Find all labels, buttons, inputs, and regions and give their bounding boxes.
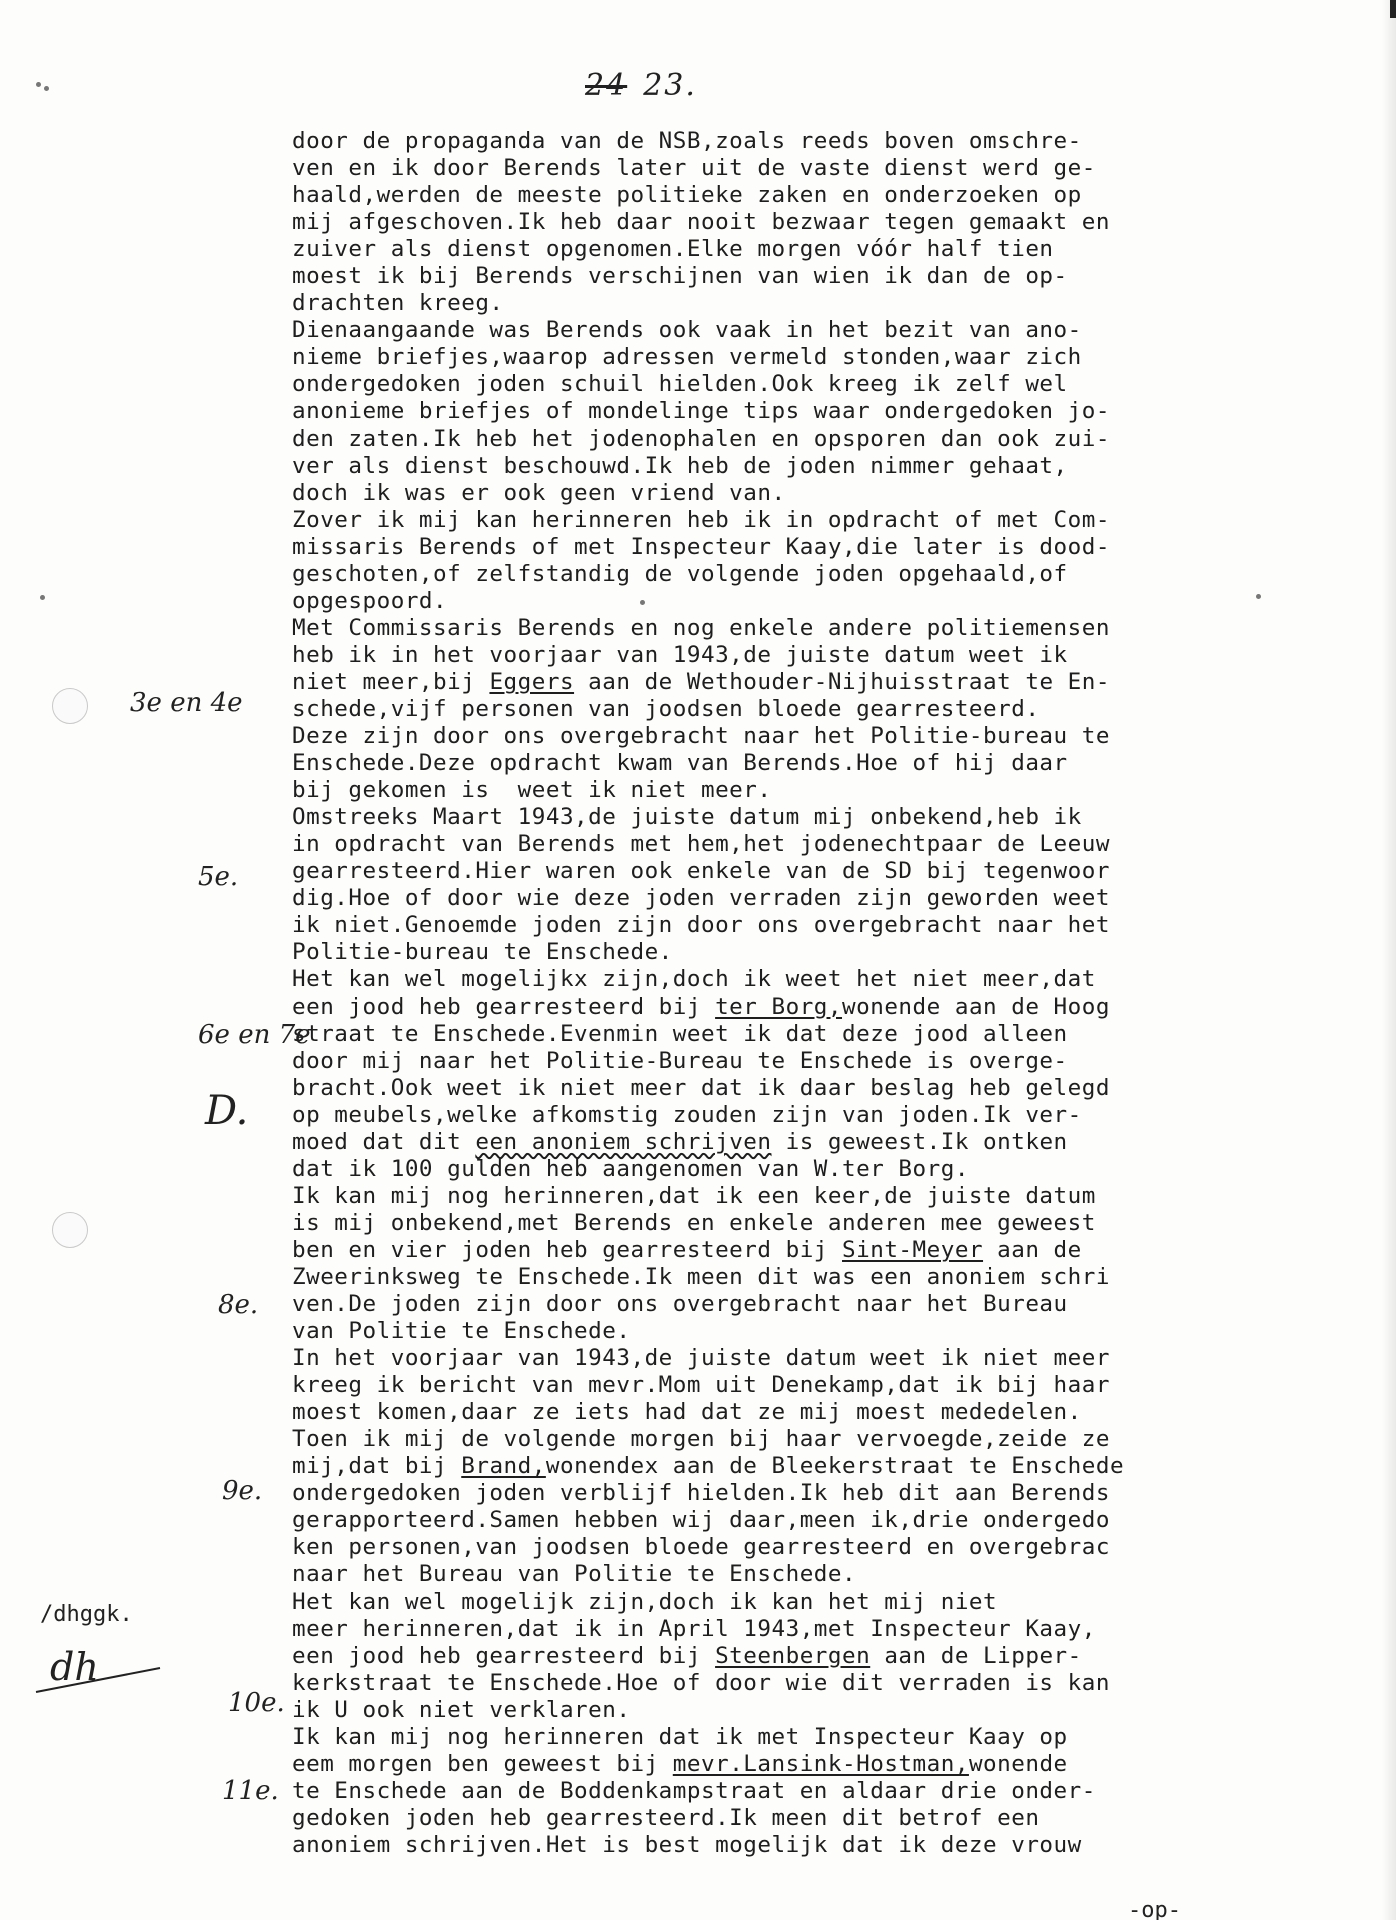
text-line: ondergedoken joden verblijf hielden.Ik heb dit aan Berends [292, 1480, 1110, 1507]
text-line: heb ik in het voorjaar van 1943,de juiste datum weet ik [292, 641, 1068, 668]
text-line: Politie-bureau te Enschede. [292, 939, 673, 966]
page-number [585, 68, 697, 103]
current-page-number: 23. [643, 68, 697, 103]
initials-label: /dhggk. [40, 1602, 133, 1627]
text-line: is mij onbekend,met Berends en enkele anderen mee geweest [292, 1209, 1096, 1236]
page-edge-shadow [1382, 0, 1396, 1920]
handwritten-signature [30, 1630, 170, 1720]
text-line: Zweerinksweg te Enschede.Ik meen dit was een anoniem schri [292, 1263, 1110, 1290]
corner-mark [1390, 0, 1396, 18]
text-line: ven.De joden zijn door ons overgebracht naar het Bureau [292, 1291, 1068, 1318]
underlined-name: Eggers [489, 668, 575, 695]
struck-page-number: 24 [585, 68, 628, 103]
text-line: door mij naar het Politie-Bureau te Enschede is overge- [292, 1047, 1068, 1074]
text-line: ik niet.Genoemde joden zijn door ons overgebracht naar het [292, 912, 1110, 939]
text-line: dat ik 100 gulden heb aangenomen van W.ter Borg. [292, 1155, 969, 1182]
margin-note-9: 9e. [222, 1476, 263, 1506]
text-line: door de propaganda van de NSB,zoals reeds boven omschre- [292, 128, 1082, 154]
text-line: Enschede.Deze opdracht kwam van Berends.Hoe of hij daar [292, 750, 1068, 777]
text-line: Zover ik mij kan herinneren heb ik in opdracht of met Com- [292, 506, 1110, 533]
text-line: in opdracht van Berends met hem,het jodenechtpaar de Leeuw [292, 831, 1110, 858]
typed-statement [292, 128, 1292, 1859]
text-line: Ik kan mij nog herinneren,dat ik een keer,de juiste datum [292, 1182, 1096, 1209]
text-line: Het kan wel mogelijk zijn,doch ik kan het mij niet [292, 1588, 998, 1615]
underlined-name: Steenbergen [715, 1642, 871, 1669]
text-line: Met Commissaris Berends en nog enkele andere politiemensen [292, 614, 1110, 641]
scan-speck [44, 86, 49, 91]
text-line: ken personen,van joodsen bloede gearresteerd en overgebrac [292, 1534, 1110, 1561]
text-line: gerapporteerd.Samen hebben wij daar,meen ik,drie ondergedo [292, 1507, 1110, 1534]
text-line: ik U ook niet verklaren. [292, 1696, 631, 1723]
underlined-name: mevr.Lansink-Hostman, [672, 1750, 969, 1777]
text-line: Dienaangaande was Berends ook vaak in het bezit van ano- [292, 317, 1082, 344]
text-line: bij gekomen is weet ik niet meer. [292, 777, 772, 804]
text-line: van Politie te Enschede. [292, 1318, 631, 1345]
text-line: opgespoord. [292, 587, 448, 614]
text-line: kreeg ik bericht van mevr.Mom uit Denekamp,dat ik bij haar [292, 1372, 1110, 1399]
text-line: anonieme briefjes of mondelinge tips waar ondergedoken jo- [292, 398, 1110, 425]
text-line: ben en vier joden heb gearresteerd bij Sint-Meyer aan de [292, 1236, 1082, 1263]
text-line: zuiver als dienst opgenomen.Elke morgen vóór half tien [292, 236, 1054, 263]
margin-note-5: 5e. [198, 862, 239, 892]
margin-note-3-4: 3e en 4e [130, 688, 243, 718]
text-line: anoniem schrijven.Het is best mogelijk dat ik deze vrouw [292, 1831, 1082, 1858]
text-line: ven en ik door Berends later uit de vaste dienst werd ge- [292, 155, 1096, 182]
text-line: niet meer,bij Eggers aan de Wethouder-Nijhuisstraat te En- [292, 668, 1110, 695]
text-line: mij,dat bij Brand,wonendex aan de Bleekerstraat te Enschede [292, 1453, 1125, 1480]
text-line: dig.Hoe of door wie deze joden verraden zijn geworden weet [292, 885, 1110, 912]
margin-note-8: 8e. [218, 1290, 259, 1320]
text-line: naar het Bureau van Politie te Enschede. [292, 1561, 857, 1588]
text-line: een jood heb gearresteerd bij ter Borg,wonende aan de Hoog [292, 993, 1110, 1020]
margin-note-6-7: 6e en 7e [198, 1020, 311, 1050]
punch-hole [52, 1212, 88, 1248]
underlined-name: ter Borg, [715, 993, 843, 1020]
margin-note-d: D. [205, 1088, 249, 1134]
punch-hole [52, 688, 88, 724]
text-line: bracht.Ook weet ik niet meer dat ik daar beslag heb gelegd [292, 1074, 1110, 1101]
text-line: nieme briefjes,waarop adressen vermeld stonden,waar zich [292, 344, 1082, 371]
text-line: geschoten,of zelfstandig de volgende joden opgehaald,of [292, 560, 1068, 587]
text-line: doch ik was er ook geen vriend van. [292, 479, 786, 506]
continuation-marker: -op- [1128, 1898, 1181, 1920]
text-line: meer herinneren,dat ik in April 1943,met Inspecteur Kaay, [292, 1615, 1096, 1642]
text-line: den zaten.Ik heb het jodenophalen en opsporen dan ook zui- [292, 425, 1110, 452]
text-line: moest komen,daar ze iets had dat ze mij moest mededelen. [292, 1399, 1082, 1426]
text-line: moed dat dit een anoniem schrijven is geweest.Ik ontken [292, 1128, 1068, 1155]
margin-note-11: 11e. [222, 1776, 279, 1806]
text-line: ondergedoken joden schuil hielden.Ook kreeg ik zelf wel [292, 371, 1068, 398]
text-line: drachten kreeg. [292, 290, 504, 317]
text-line: Toen ik mij de volgende morgen bij haar vervoegde,zeide ze [292, 1426, 1110, 1453]
text-line: Ik kan mij nog herinneren dat ik met Inspecteur Kaay op [292, 1723, 1068, 1750]
text-line: In het voorjaar van 1943,de juiste datum weet ik niet meer [292, 1345, 1110, 1372]
underlined-name: een anoniem schrijven [475, 1128, 772, 1155]
scan-speck [40, 595, 45, 600]
text-line: schede,vijf personen van joodsen bloede gearresteerd. [292, 695, 1040, 722]
text-line: te Enschede aan de Boddenkampstraat en aldaar drie onder- [292, 1777, 1096, 1804]
text-line: gedoken joden heb gearresteerd.Ik meen dit betrof een [292, 1804, 1040, 1831]
text-line: Omstreeks Maart 1943,de juiste datum mij onbekend,heb ik [292, 804, 1082, 831]
text-line: ver als dienst beschouwd.Ik heb de joden nimmer gehaat, [292, 452, 1068, 479]
text-line: Het kan wel mogelijkx zijn,doch ik weet het niet meer,dat [292, 966, 1096, 993]
text-line: Deze zijn door ons overgebracht naar het Politie-bureau te [292, 723, 1110, 750]
text-line: kerkstraat te Enschede.Hoe of door wie dit verraden is kan [292, 1669, 1110, 1696]
text-line: eem morgen ben geweest bij mevr.Lansink-Hostman,wonende [292, 1750, 1068, 1777]
text-line: een jood heb gearresteerd bij Steenbergen aan de Lipper- [292, 1642, 1082, 1669]
text-line: mij afgeschoven.Ik heb daar nooit bezwaar tegen gemaakt en [292, 209, 1110, 236]
text-line: moest ik bij Berends verschijnen van wien ik dan de op- [292, 263, 1068, 290]
scan-speck [36, 82, 41, 87]
underlined-name: Brand, [461, 1453, 546, 1480]
text-line: op meubels,welke afkomstig zouden zijn van joden.Ik ver- [292, 1101, 1082, 1128]
margin-note-10: 10e. [228, 1688, 285, 1718]
text-line: gearresteerd.Hier waren ook enkele van de SD bij tegenwoor [292, 858, 1110, 885]
text-line: straat te Enschede.Evenmin weet ik dat deze jood alleen [292, 1020, 1068, 1047]
text-line: haald,werden de meeste politieke zaken en onderzoeken op [292, 182, 1082, 209]
underlined-name: Sint-Meyer [842, 1236, 984, 1263]
text-line: missaris Berends of met Inspecteur Kaay,die later is dood- [292, 533, 1110, 560]
signature-initials: dh [50, 1645, 99, 1689]
